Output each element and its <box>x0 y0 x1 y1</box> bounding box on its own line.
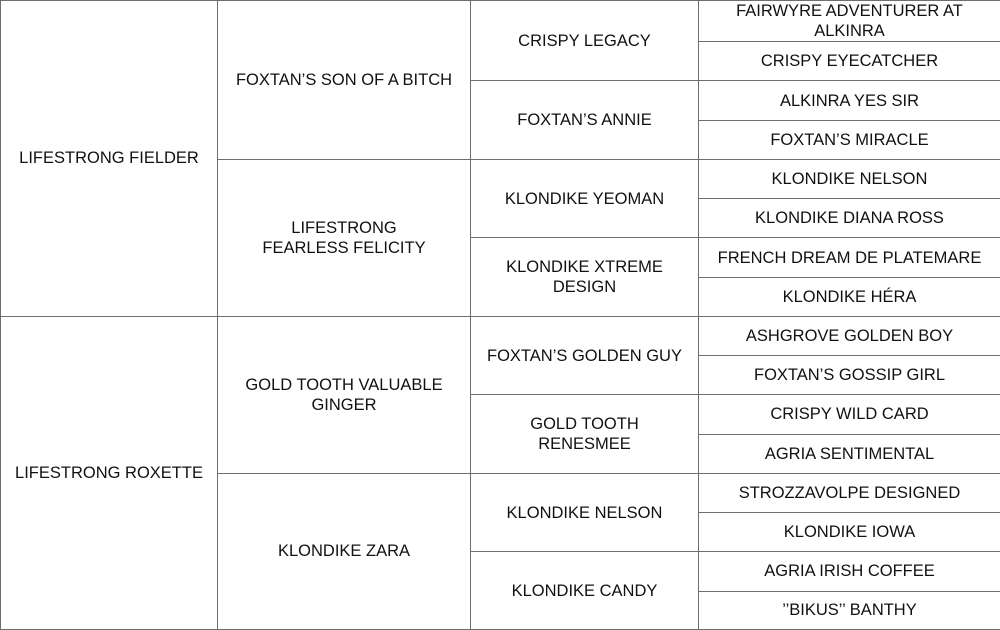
gen4-cell: KLONDIKE NELSON <box>699 159 1000 198</box>
gen2-sire-sire: FOXTAN’S SON OF A BITCH <box>218 1 471 160</box>
gen4-cell: STROZZAVOLPE DESIGNED <box>699 473 1000 512</box>
gen3-cell: KLONDIKE YEOMAN <box>471 159 699 237</box>
gen4-cell: ALKINRA YES SIR <box>699 81 1000 120</box>
pedigree-row <box>1 1 1000 42</box>
gen4-cell: AGRIA SENTIMENTAL <box>699 434 1000 473</box>
gen3-cell: KLONDIKE XTREME DESIGN <box>471 238 699 316</box>
gen3-cell: KLONDIKE CANDY <box>471 552 699 630</box>
gen4-cell: FRENCH DREAM DE PLATEMARE <box>699 238 1000 277</box>
gen3-cell: KLONDIKE NELSON <box>471 473 699 551</box>
gen3-cell: GOLD TOOTH RENESMEE <box>471 395 699 473</box>
pedigree-row <box>1 316 1000 355</box>
gen4-cell: ASHGROVE GOLDEN BOY <box>699 316 1000 355</box>
gen4-cell: KLONDIKE DIANA ROSS <box>699 199 1000 238</box>
gen4-cell: CRISPY WILD CARD <box>699 395 1000 434</box>
gen4-cell: ’’BIKUS’’ BANTHY <box>699 591 1000 629</box>
gen4-cell: FAIRWYRE ADVENTURER AT ALKINRA <box>699 1 1000 42</box>
gen1-dam: LIFESTRONG ROXETTE <box>1 316 218 629</box>
gen4-cell: CRISPY EYECATCHER <box>699 42 1000 81</box>
gen4-cell: FOXTAN’S MIRACLE <box>699 120 1000 159</box>
gen3-cell: FOXTAN’S ANNIE <box>471 81 699 159</box>
gen4-cell: KLONDIKE IOWA <box>699 513 1000 552</box>
gen3-cell: FOXTAN’S GOLDEN GUY <box>471 316 699 394</box>
gen4-cell: KLONDIKE HÉRA <box>699 277 1000 316</box>
gen1-sire: LIFESTRONG FIELDER <box>1 1 218 317</box>
gen2-dam-dam: KLONDIKE ZARA <box>218 473 471 629</box>
gen2-sire-dam: LIFESTRONG FEARLESS FELICITY <box>218 159 471 316</box>
gen3-cell: CRISPY LEGACY <box>471 1 699 81</box>
gen2-dam-sire: GOLD TOOTH VALUABLE GINGER <box>218 316 471 473</box>
gen4-cell: FOXTAN’S GOSSIP GIRL <box>699 356 1000 395</box>
gen4-cell: AGRIA IRISH COFFEE <box>699 552 1000 591</box>
